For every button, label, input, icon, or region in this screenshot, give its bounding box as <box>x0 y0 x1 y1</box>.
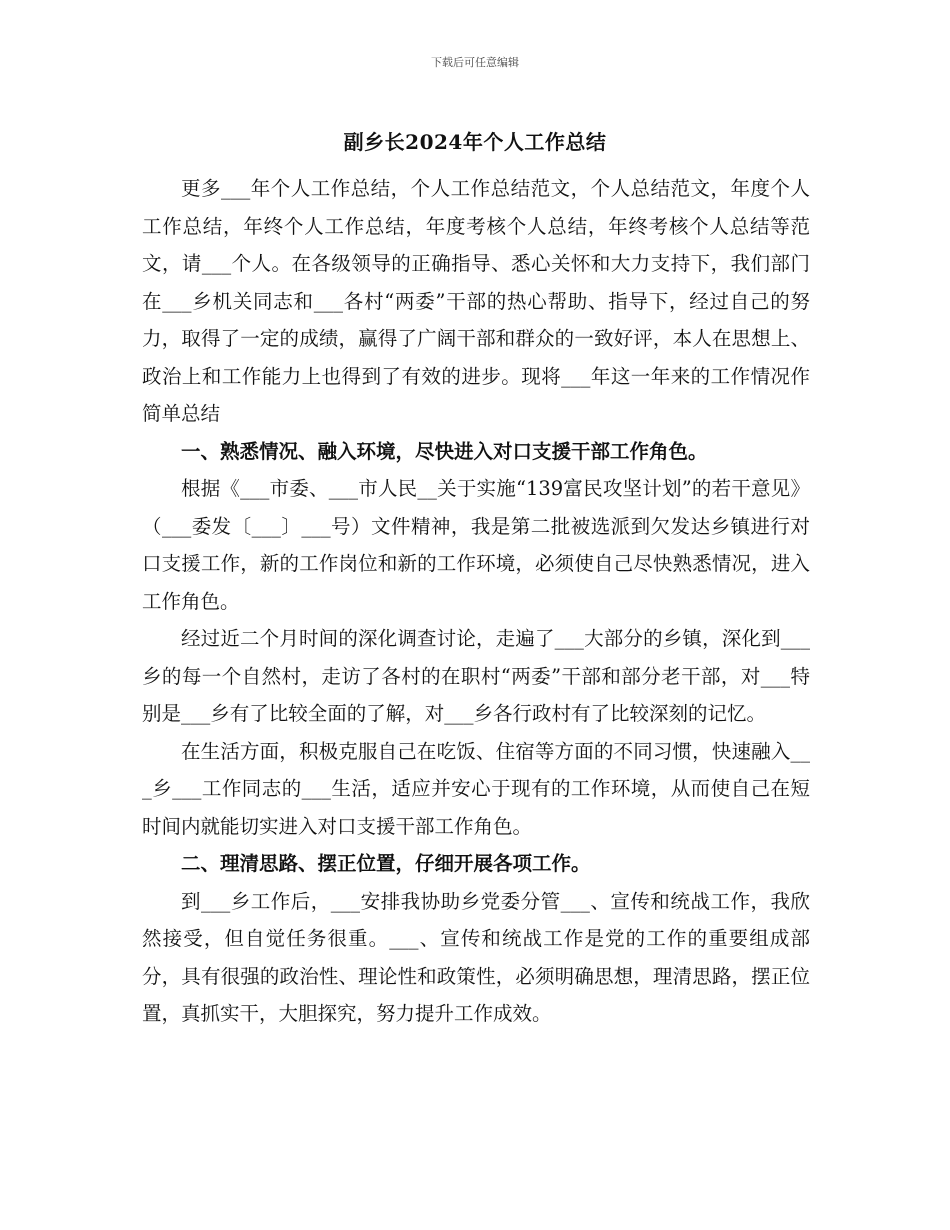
document-title: 副乡长2024年个人工作总结 <box>343 130 607 154</box>
paragraph-section2-work: 到___乡工作后，___安排我协助乡党委分管___、宣传和统战工作，我欣然接受，但自觉任务很重。___、宣传和统战工作是党的工作的重要组成部分，具有很强的政治性、理论性和政策性，必须明确思想，理清思路，摆正位置，真抓实干，大胆探究，努力提升工作成效。 <box>142 889 810 1025</box>
document-body <box>142 170 810 1033</box>
paragraph-section1-life: 在生活方面，积极克服自己在吃饭、住宿等方面的不同习惯，快速融入___乡___工作同志的___生活，适应并安心于现有的工作环境，从而使自己在短时间内就能切实进入对口支援干部工作角色。 <box>142 739 810 838</box>
paragraph-section1-basis: 根据《___市委、___市人民__关于实施“139富民攻坚计划”的若干意见》（___委发〔___〕___号）文件精神，我是第二批被选派到欠发达乡镇进行对口支援工作，新的工作岗位和新的工作环境，必须使自己尽快熟悉情况，进入工作角色。 <box>142 477 810 613</box>
section-heading-1: 一、熟悉情况、融入环境，尽快进入对口支援干部工作角色。 <box>181 439 708 463</box>
paragraph-intro: 更多___年个人工作总结，个人工作总结范文，个人总结范文，年度个人工作总结，年终个人工作总结，年度考核个人总结，年终考核个人总结等范文，请___个人。在各级领导的正确指导、悉心关怀和大力支持下，我们部门在___乡机关同志和___各村“两委”干部的热心帮助、指导下，经过自己的努力，取得了一定的成绩，赢得了广阔干部和群众的一致好评，本人在思想上、政治上和工作能力上也得到了有效的进步。现将___年这一年来的工作情况作简单总结 <box>142 177 810 425</box>
section-heading-2: 二、理清思路、摆正位置，仔细开展各项工作。 <box>181 852 591 875</box>
paragraph-section1-survey: 经过近二个月时间的深化调查讨论，走遍了___大部分的乡镇，深化到___乡的每一个自然村，走访了各村的在职村“两委”干部和部分老干部，对___特别是___乡有了比较全面的了解，对___乡各行政村有了比较深刻的记忆。 <box>142 627 810 725</box>
page-header-note: 下载后可任意编辑 <box>431 56 519 69</box>
